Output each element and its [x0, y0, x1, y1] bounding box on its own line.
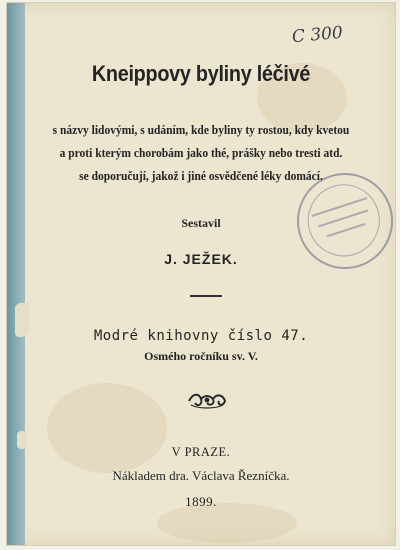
series-line: Modré knihovny číslo 47.: [93, 328, 309, 344]
handwritten-shelfmark: C 300: [291, 22, 344, 48]
divider-rule: [190, 295, 222, 297]
subtitle-line-3: se doporučují, jakož i jiné osvědčené léky domácí.: [79, 169, 323, 183]
series-volume: Osmého ročníku sv. V.: [144, 349, 258, 363]
cover-spine-edge: [7, 3, 25, 545]
author-name: J. JEŽEK.: [164, 251, 238, 267]
book-title: Kneippovy byliny léčivé: [91, 61, 311, 86]
subtitle-line-1: s názvy lidovými, s udáním, kde byliny ty rostou, kdy kvetou: [52, 123, 350, 137]
compiled-by-label: Sestavil: [181, 216, 221, 230]
imprint-publisher: Nákladem dra. Václava Řezníčka.: [112, 468, 290, 483]
imprint-year: 1899.: [185, 494, 217, 509]
printer-ornament-icon: [185, 389, 229, 411]
imprint-place: V PRAZE.: [171, 445, 231, 459]
title-page: [6, 2, 396, 546]
subtitle-line-2: a proti kterým chorobám jako thé, prášky nebo tresti atd.: [59, 146, 343, 160]
